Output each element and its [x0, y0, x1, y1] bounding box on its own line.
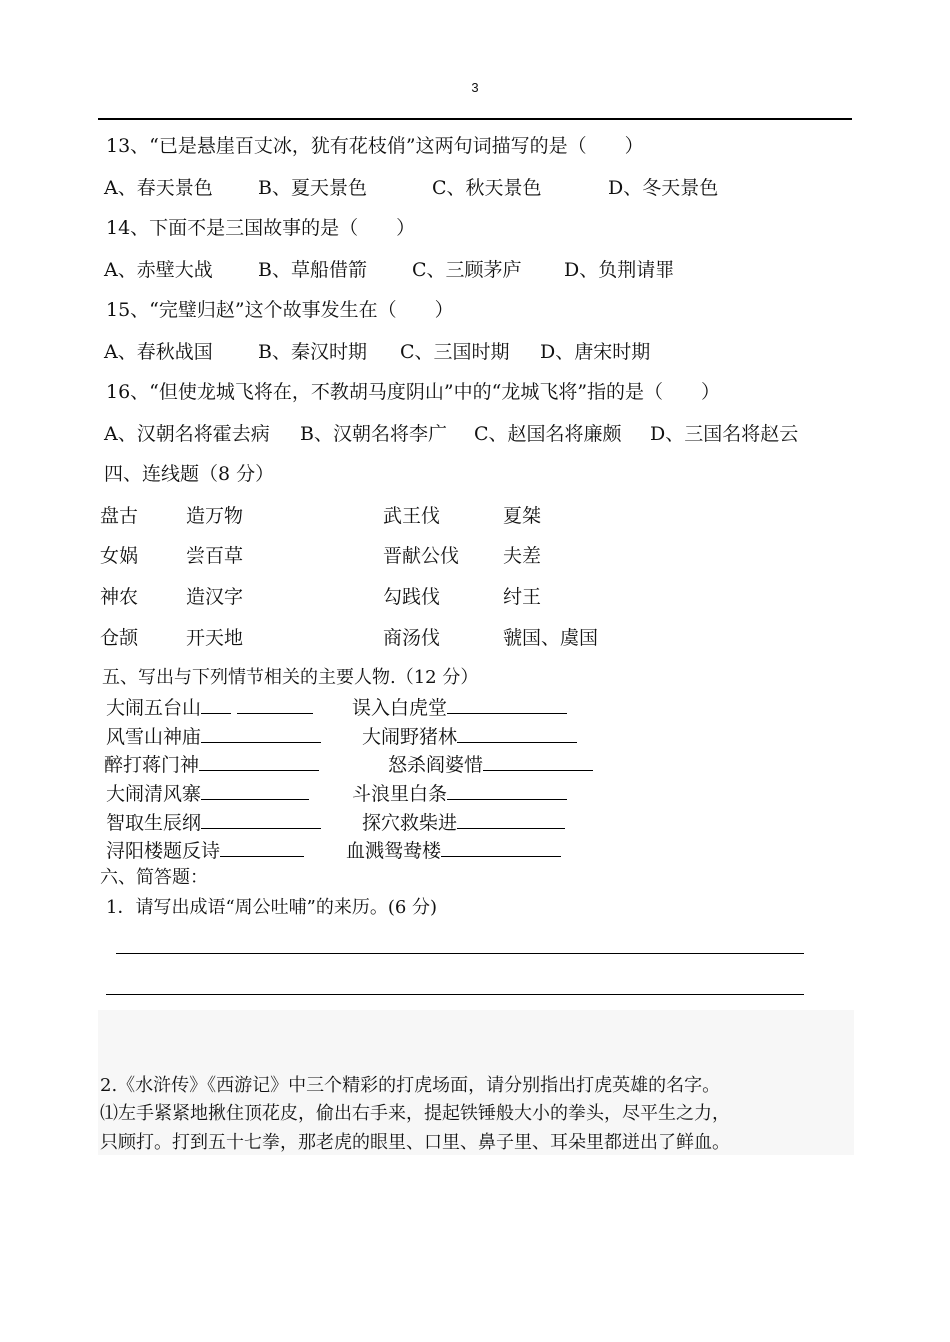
answer-blank[interactable]	[220, 838, 304, 857]
answer-blank[interactable]	[201, 810, 321, 829]
answer-blank[interactable]	[237, 695, 313, 714]
answer-line[interactable]	[106, 994, 804, 995]
answer-line[interactable]	[116, 953, 804, 954]
plot-label: 风雪山神庙	[106, 726, 202, 748]
match-left-name: 女娲	[100, 545, 139, 567]
plot-label: 血溅鸳鸯楼	[346, 840, 442, 862]
match-left-name: 盘古	[100, 505, 139, 527]
question-16-stem: 16、“但使龙城飞将在，不教胡马度阴山”中的“龙城飞将”指的是（ ）	[106, 381, 721, 403]
question-13-stem: 13、“已是悬崖百丈冰，犹有花枝俏”这两句词描写的是（ ）	[106, 135, 644, 157]
match-left-deed: 造汉字	[186, 586, 244, 608]
answer-blank[interactable]	[457, 810, 565, 829]
q15-option-d: D、唐宋时期	[540, 341, 651, 363]
q14-option-c: C、三顾茅庐	[412, 259, 522, 281]
match-left-name: 仓颉	[100, 627, 139, 649]
q14-option-b: B、草船借箭	[258, 259, 367, 281]
q16-option-c: C、赵国名将廉颇	[474, 423, 622, 445]
plot-label: 误入白虎堂	[352, 697, 448, 719]
answer-blank[interactable]	[447, 695, 567, 714]
plot-label: 斗浪里白条	[352, 783, 448, 805]
answer-blank[interactable]	[447, 781, 567, 800]
q15-option-c: C、三国时期	[400, 341, 510, 363]
passage-line-2: 只顾打。打到五十七拳，那老虎的眼里、口里、鼻子里、耳朵里都迸出了鲜血。	[100, 1132, 730, 1153]
plot-label: 大闹五台山	[106, 697, 202, 719]
section-4-title: 四、连线题（8 分）	[104, 463, 275, 485]
q15-option-b: B、秦汉时期	[258, 341, 367, 363]
passage-line-1: ⑴左手紧紧地揪住顶花皮，偷出右手来，提起铁锤般大小的拳头，尽平生之力，	[100, 1103, 730, 1124]
match-left-deed: 造万物	[186, 505, 244, 527]
answer-blank[interactable]	[201, 724, 321, 743]
answer-blank[interactable]	[441, 838, 561, 857]
q15-option-a: A、春秋战国	[104, 341, 213, 363]
plot-label: 大闹清风寨	[106, 783, 202, 805]
plot-label: 浔阳楼题反诗	[106, 840, 221, 862]
q13-option-d: D、冬天景色	[608, 177, 719, 199]
answer-blank[interactable]	[457, 724, 577, 743]
plot-label: 怒杀阎婆惜	[388, 754, 484, 776]
match-left-deed: 开天地	[186, 627, 244, 649]
q13-option-b: B、夏天景色	[258, 177, 367, 199]
question-15-stem: 15、“完璧归赵”这个故事发生在（ ）	[106, 299, 454, 321]
match-right-target: 夏桀	[503, 505, 542, 527]
answer-blank[interactable]	[483, 752, 593, 771]
section-5-title: 五、写出与下列情节相关的主要人物.（12 分）	[102, 667, 479, 688]
q16-option-a: A、汉朝名将霍去病	[104, 423, 270, 445]
q16-option-d: D、三国名将赵云	[650, 423, 799, 445]
answer-blank[interactable]	[199, 752, 319, 771]
page-number: 3	[471, 80, 479, 95]
short-answer-q2: 2.《水浒传》《西游记》中三个精彩的打虎场面，请分别指出打虎英雄的名字。	[100, 1075, 721, 1096]
q16-option-b: B、汉朝名将李广	[300, 423, 447, 445]
section-6-title: 六、简答题：	[100, 867, 208, 888]
match-right-target: 夫差	[503, 545, 542, 567]
question-14-stem: 14、下面不是三国故事的是（ ）	[106, 217, 416, 239]
match-right-attacker: 勾践伐	[383, 586, 441, 608]
answer-blank[interactable]	[201, 781, 309, 800]
match-left-deed: 尝百草	[186, 545, 244, 567]
q14-option-a: A、赤壁大战	[104, 259, 213, 281]
match-left-name: 神农	[100, 586, 139, 608]
q14-option-d: D、负荆请罪	[564, 259, 675, 281]
match-right-attacker: 武王伐	[383, 505, 441, 527]
plot-label: 智取生辰纲	[106, 812, 202, 834]
match-right-target: 纣王	[503, 586, 542, 608]
match-right-attacker: 商汤伐	[383, 627, 441, 649]
q13-option-a: A、春天景色	[104, 177, 213, 199]
header-rule	[98, 118, 852, 120]
match-right-attacker: 晋献公伐	[383, 545, 460, 567]
plot-label: 探穴救柴进	[362, 812, 458, 834]
plot-label: 醉打蒋门神	[104, 754, 200, 776]
short-answer-q1: 1．请写出成语“周公吐哺”的来历。(6 分)	[106, 897, 438, 918]
plot-label: 大闹野猪林	[362, 726, 458, 748]
match-right-target: 虢国、虞国	[503, 627, 599, 649]
answer-blank[interactable]	[201, 695, 231, 714]
q13-option-c: C、秋天景色	[432, 177, 542, 199]
